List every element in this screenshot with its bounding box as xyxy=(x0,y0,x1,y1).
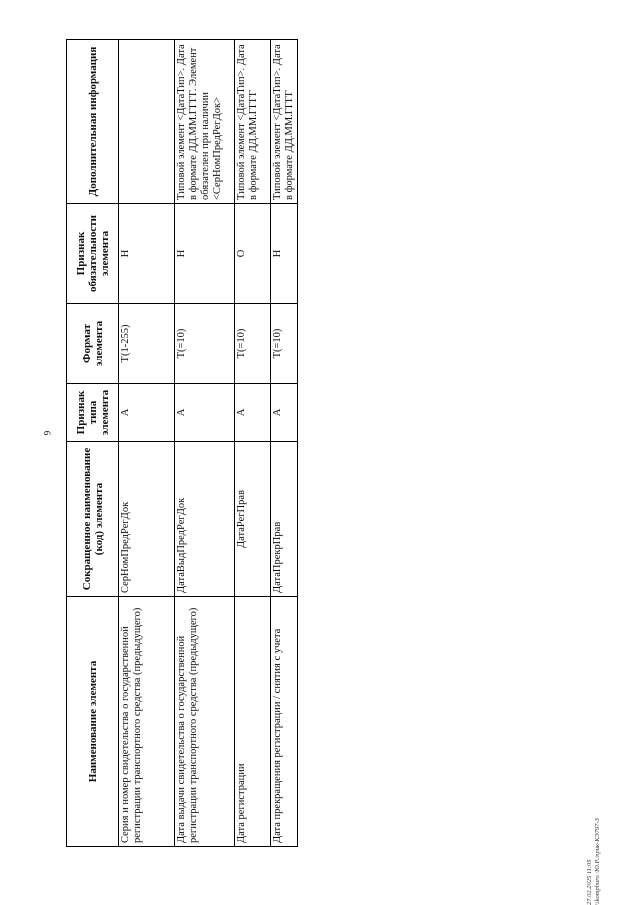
cell-name: Серия и номер свидетельства о государственной регистрации транспортного средства (предыдущего) xyxy=(119,597,175,847)
cell-info xyxy=(119,40,175,204)
cell-required: Н xyxy=(119,204,175,304)
table-row xyxy=(235,40,271,847)
cell-required: Н xyxy=(271,204,298,304)
header-info: Дополнительная информация xyxy=(67,40,119,204)
cell-type: А xyxy=(119,384,175,442)
cell-code: ДатаРегПрав xyxy=(235,442,271,597)
cell-info: Типовой элемент <ДатаТип>. Дата в формате ДД.ММ.ГГГГ xyxy=(235,40,271,204)
footer-timestamp: 27.02.2025 11:05 xyxy=(586,859,593,905)
header-required: Признак обязательности элемента xyxy=(67,204,119,304)
cell-name: Дата регистрации xyxy=(235,597,271,847)
cell-name: Дата прекращения регистрации / снятия с учета xyxy=(271,597,298,847)
cell-type: А xyxy=(175,384,235,442)
cell-format: Т(1-255) xyxy=(119,304,175,384)
elements-table xyxy=(66,39,298,847)
cell-required: Н xyxy=(175,204,235,304)
header-code: Сокращенное наименование (код) элемента xyxy=(67,442,119,597)
header-type: Признак типа элемента xyxy=(67,384,119,442)
cell-format: Т(=10) xyxy=(175,304,235,384)
cell-type: А xyxy=(235,384,271,442)
page-number: 6 xyxy=(42,430,52,436)
cell-code: СерНомПредРегДок xyxy=(119,442,175,597)
print-footer xyxy=(586,785,608,905)
header-name: Наименование элемента xyxy=(67,597,119,847)
header-format: Формат элемента xyxy=(67,304,119,384)
cell-type: А xyxy=(271,384,298,442)
cell-required: О xyxy=(235,204,271,304)
cell-code: ДатаВыдПредРегДок xyxy=(175,442,235,597)
table-header-row xyxy=(67,40,119,847)
cell-format: Т(=10) xyxy=(271,304,298,384)
cell-info: Типовой элемент <ДатаТип>. Дата в формате ДД.ММ.ГГГГ xyxy=(271,40,298,204)
cell-code: ДатаПрекрПрав xyxy=(271,442,298,597)
cell-info: Типовой элемент <ДатаТип>. Дата в формате ДД.ММ.ГГГГ. Элемент обязателен при наличии <СерНомПредРегДок> xyxy=(175,40,235,204)
footer-path: \\kompburo /Ю.Р./прик-КЭ797-3 xyxy=(594,818,601,905)
cell-format: Т(=10) xyxy=(235,304,271,384)
rotated-table-container xyxy=(66,40,294,847)
table-row xyxy=(175,40,235,847)
cell-name: Дата выдачи свидетельства о государственной регистрации транспортного средства (предыдущего) xyxy=(175,597,235,847)
table-row xyxy=(119,40,175,847)
table-row xyxy=(271,40,298,847)
